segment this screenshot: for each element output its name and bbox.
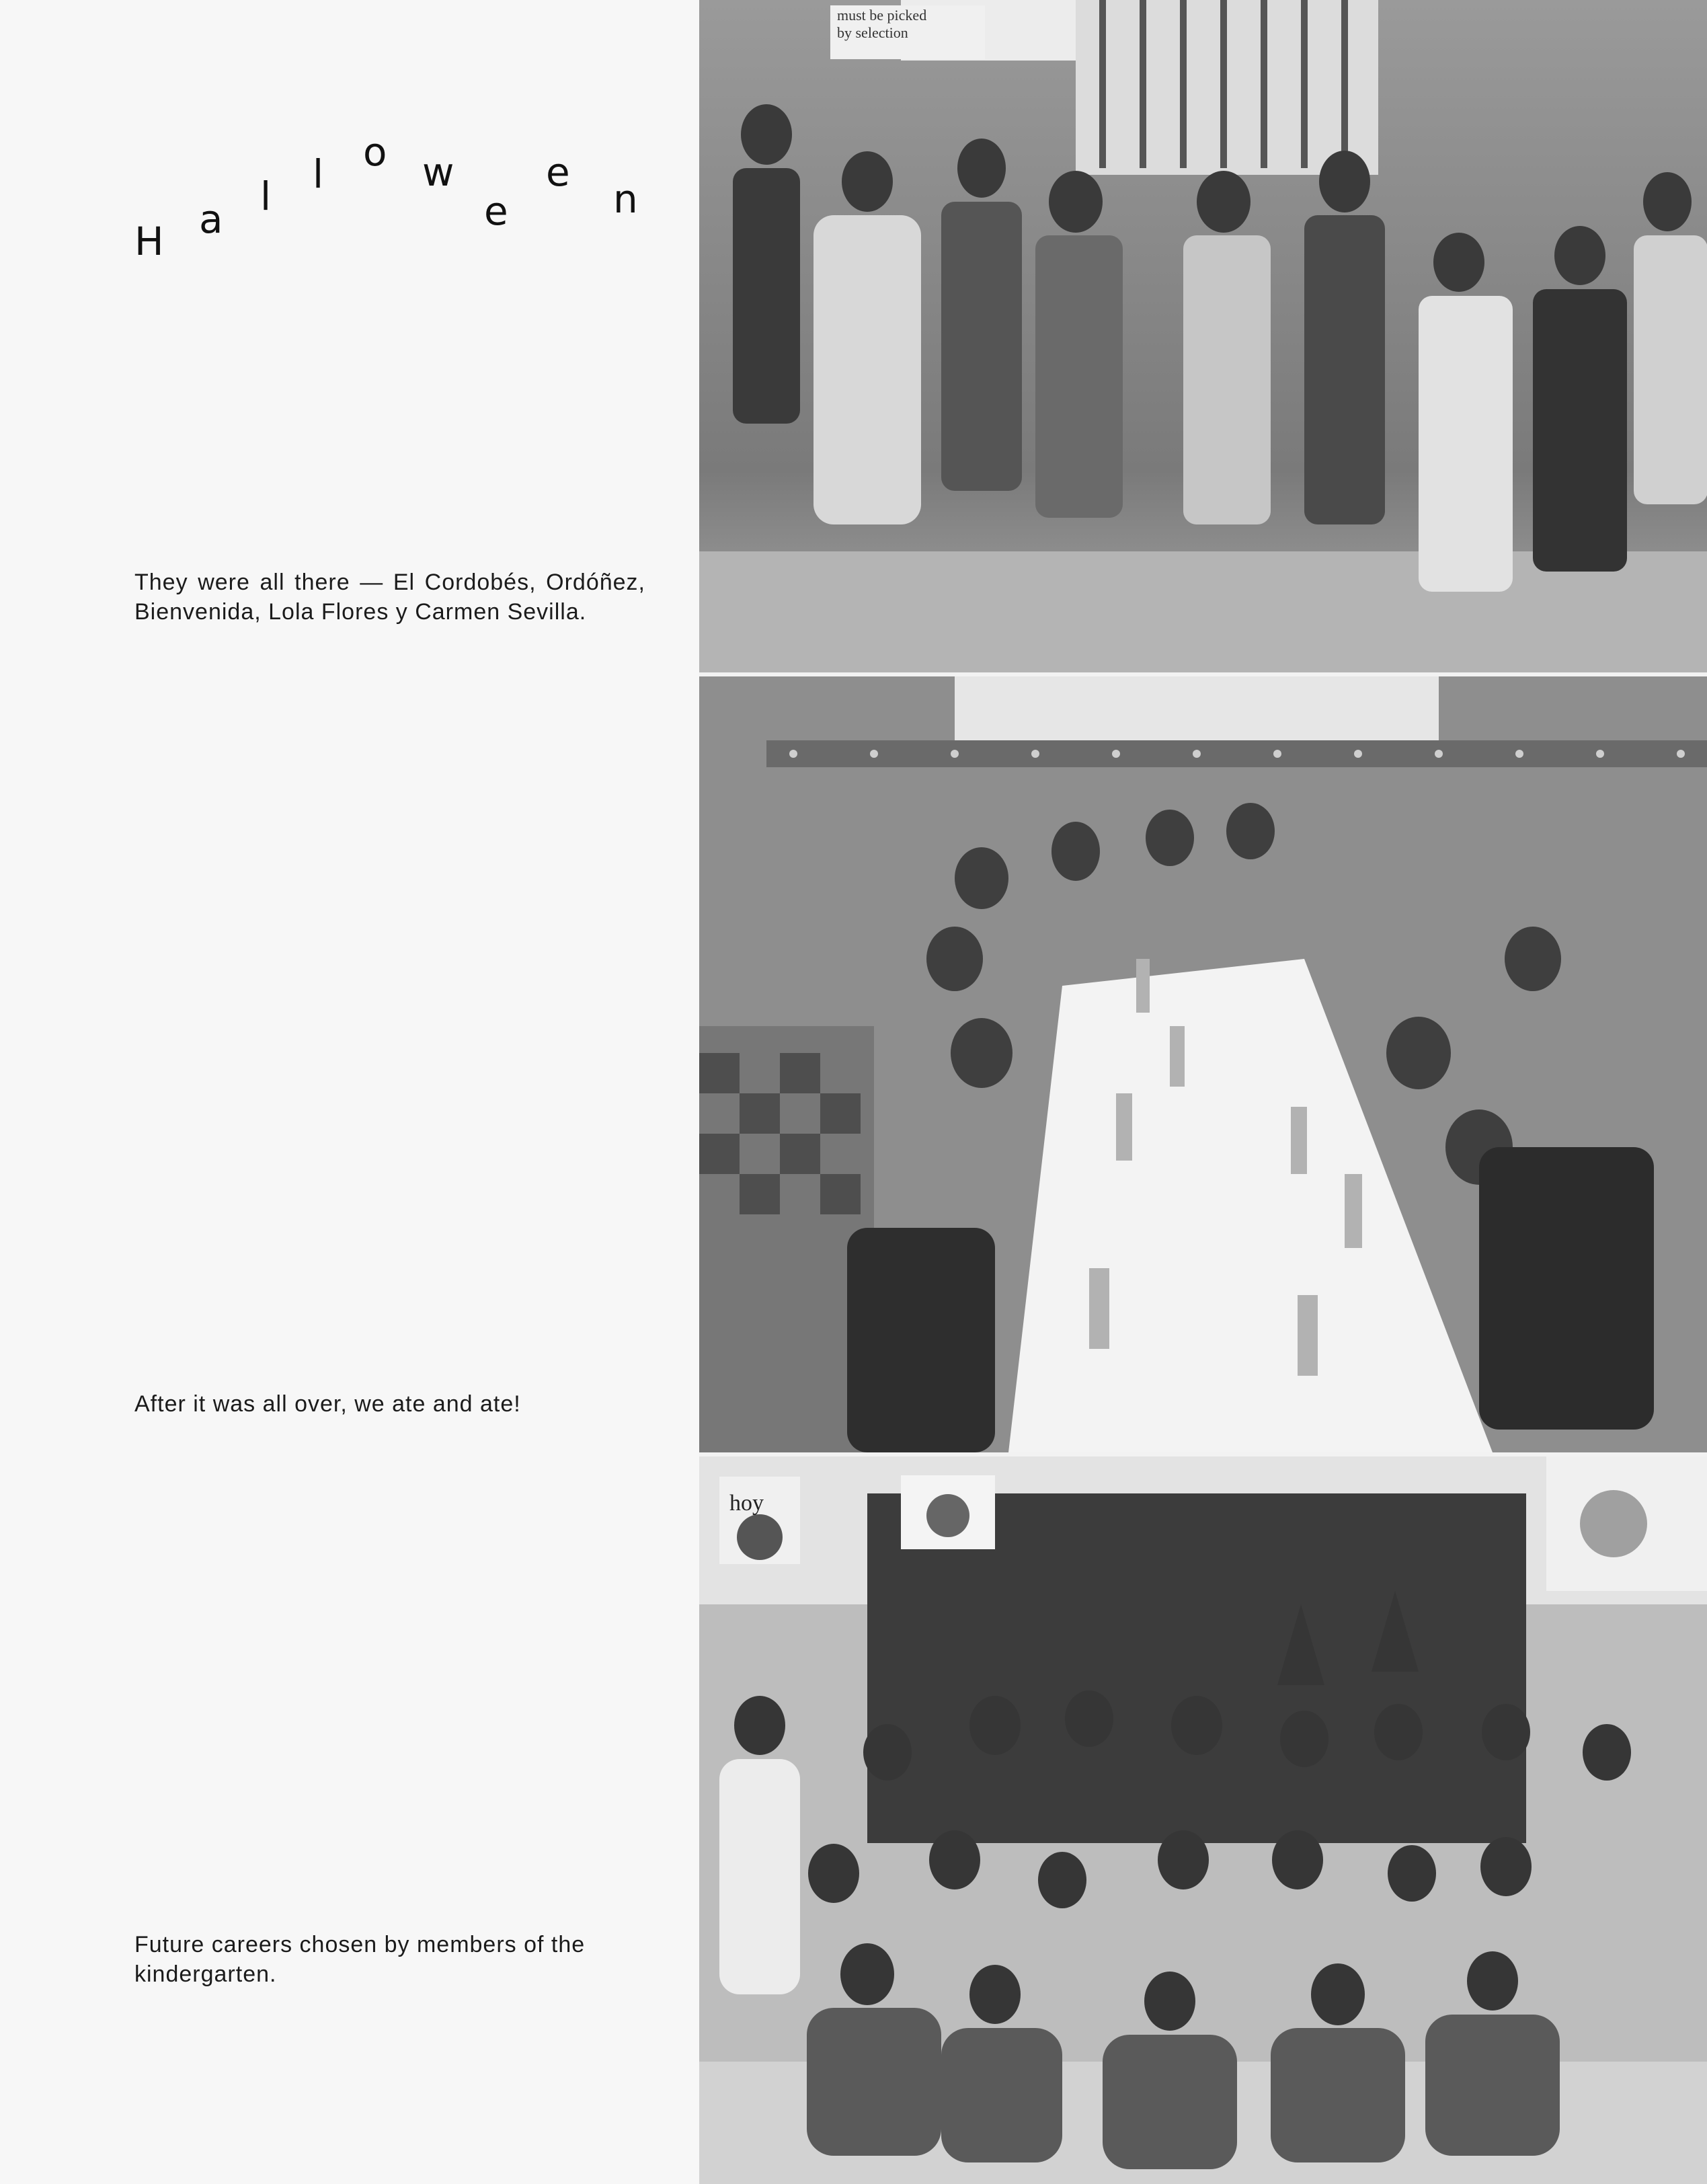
caption-future-careers: Future careers chosen by members of the kindergarten. xyxy=(134,1932,586,1987)
title-letter: e xyxy=(546,149,570,195)
photo-children-eating xyxy=(699,676,1707,1452)
title-letter: w xyxy=(422,149,454,195)
caption-party-meal: After it was all over, we ate and ate! xyxy=(134,1391,521,1417)
classroom-sign-text: must be picked by selection xyxy=(837,7,927,41)
photo-kindergarten-group xyxy=(699,1456,1707,2184)
drawing-label-text: hoy xyxy=(729,1491,764,1516)
title-letter: o xyxy=(363,129,387,175)
title-letter: l xyxy=(313,151,324,197)
title-letter: e xyxy=(484,188,508,234)
caption-bullfighters: They were all there — El Cordobés, Ordóñez, Bienvenida, Lola Flores y Carmen Sevilla. xyxy=(134,570,645,625)
title-letter: l xyxy=(260,173,272,219)
title-letter: a xyxy=(199,196,223,242)
title-letter: n xyxy=(613,176,638,222)
photo-costumed-children-standing xyxy=(699,0,1707,672)
title-letter: H xyxy=(134,219,164,264)
